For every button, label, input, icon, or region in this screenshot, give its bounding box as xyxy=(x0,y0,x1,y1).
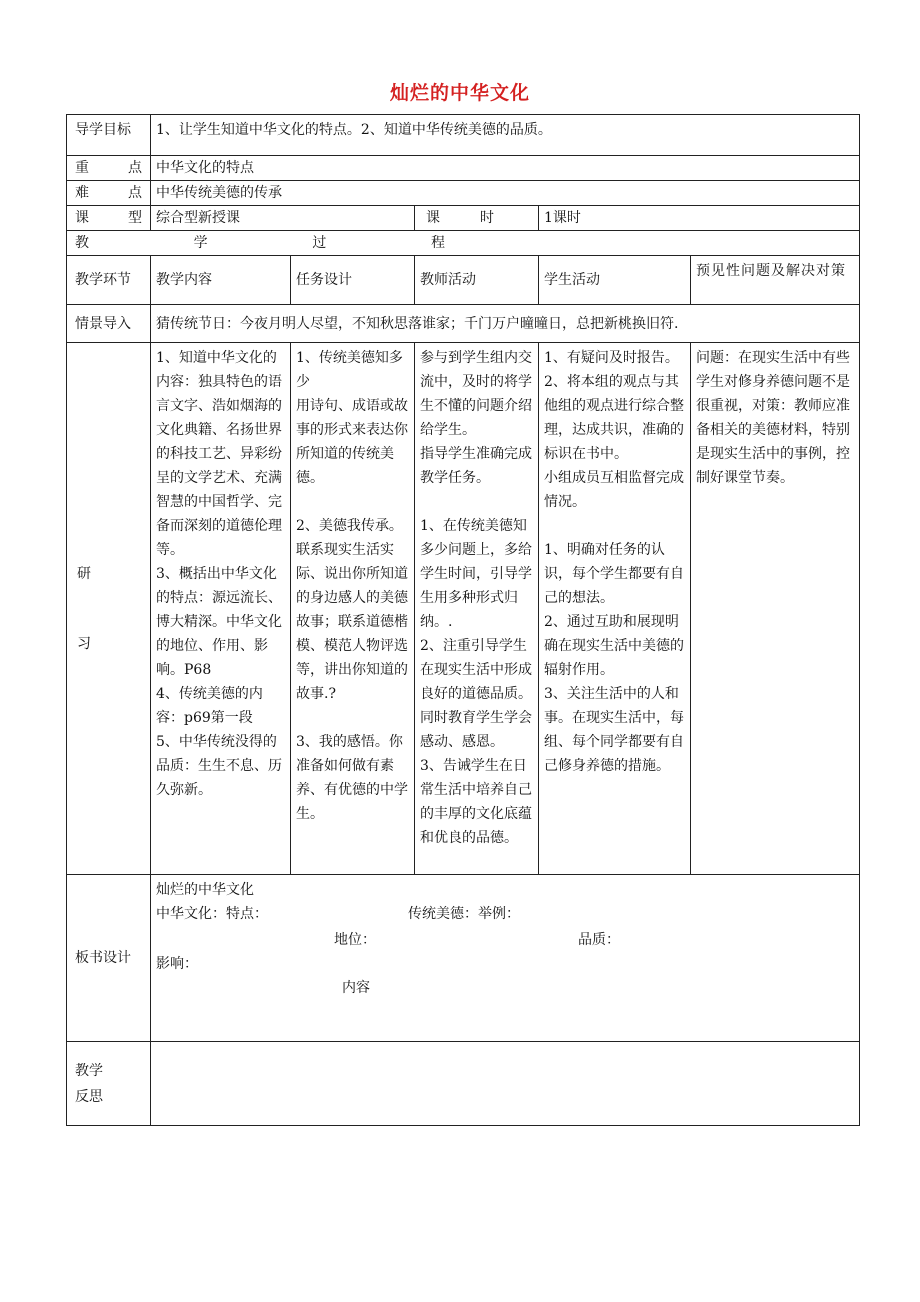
column-header-row xyxy=(67,256,860,305)
intro-row xyxy=(67,305,860,343)
header-task: 任务设计 xyxy=(291,256,415,305)
header-content: 教学内容 xyxy=(151,256,291,305)
header-teacher: 教师活动 xyxy=(415,256,539,305)
header-student: 学生活动 xyxy=(539,256,691,305)
board-line-3: 地位： 品质： xyxy=(334,932,620,948)
process-heading: 教 学 过 程 xyxy=(67,231,860,256)
study-student: 1、有疑问及时报告。 2、将本组的观点与其他组的观点进行综合整 理，达成共识，准确的标识在书中。 小组成员互相监督完成情况。 1、明确对任务的认识，每个学生都要有自己的想法。 2、通过互助和展现明确在现实生活中美德的辐射作用。 3、关注生活中的人和事。在现实生活中，每组、每个同学都要有自己修身养德的措施。 xyxy=(539,343,691,875)
reflection-row xyxy=(67,1042,860,1126)
lesson-type-text: 综合型新授课 xyxy=(151,206,415,231)
goal-row xyxy=(67,115,860,156)
reflection-text xyxy=(151,1042,860,1126)
board-content xyxy=(151,875,860,1042)
intro-text: 猜传统节日：今夜月明人尽望，不知秋思落谁家；千门万户曈曈日，总把新桃换旧符. xyxy=(151,305,860,343)
board-line-2: 中华文化：特点： 传统美德：举例： xyxy=(156,906,520,922)
study-issues: 问题：在现实生活中有些学生对修身养德问题不是很重视，对策：教师应准备相关的美德材料，特别是现实生活中的事例，控制好课堂节奏。 xyxy=(691,343,860,875)
header-issues: 预见性问题及解决对策 xyxy=(691,256,860,305)
lesson-type-row xyxy=(67,206,860,231)
header-stage: 教学环节 xyxy=(67,256,151,305)
process-row xyxy=(67,231,860,256)
key-point-row xyxy=(67,156,860,181)
board-line-5: 内容 xyxy=(342,980,370,996)
board-line-1: 灿烂的中华文化 xyxy=(156,882,254,898)
document-title: 灿烂的中华文化 xyxy=(389,82,530,104)
key-point-text: 中华文化的特点 xyxy=(151,156,860,181)
board-row xyxy=(67,875,860,1042)
lesson-plan-table xyxy=(66,114,860,1126)
study-content: 1、知道中华文化的内容：独具特色的语言文字、浩如烟海的文化典籍、名扬世界的科技工艺、异彩纷呈的文学艺术、充满智慧的中国哲学、完备而深刻的道德伦理等。 3、概括出中华文化的特点：源远流长、博大精深。中华文化的地位、作用、影响。P68 4、传统美德的内容：p69第一段 5、中华传统没得的品质：生生不息、历久弥新。 xyxy=(151,343,291,875)
class-hours-value: 1课时 xyxy=(539,206,860,231)
key-point-label: 重 点 xyxy=(67,156,151,181)
study-row xyxy=(67,343,860,875)
goal-label: 导学目标 xyxy=(67,115,151,156)
reflection-label: 教学 反思 xyxy=(67,1042,151,1126)
board-label: 板书设计 xyxy=(67,875,151,1042)
difficult-point-label: 难 点 xyxy=(67,181,151,206)
difficult-point-row xyxy=(67,181,860,206)
study-task: 1、传统美德知多少 用诗句、成语或故事的形式来表达你所知道的传统美德。 2、美德我传承。联系现实生活实际、说出你所知道的身边感人的美德故事；联系道德楷模、模范人物评选等，讲出你知道的故事.? 3、我的感悟。你准备如何做有素养、有优德的中学生。 xyxy=(291,343,415,875)
class-hours-label: 课 时 xyxy=(415,206,539,231)
study-label: 研 习 xyxy=(67,343,151,875)
study-teacher: 参与到学生组内交流中，及时的将学生不懂的问题介绍给学生。 指导学生准确完成教学任务。 1、在传统美德知多少问题上，多给学生时间，引导学生用多种形式归纳。. 2、注重引导学生在现实生活中形成良好的道德品质。同时教育学生学会感动、感恩。 3、告诫学生在日常生活中培养自己的丰厚的文化底蕴和优良的品德。 xyxy=(415,343,539,875)
difficult-point-text: 中华传统美德的传承 xyxy=(151,181,860,206)
goal-text: 1、让学生知道中华文化的特点。2、知道中华传统美德的品质。 xyxy=(151,115,860,156)
lesson-type-label: 课 型 xyxy=(67,206,151,231)
board-line-4: 影响： xyxy=(156,956,198,972)
intro-label: 情景导入 xyxy=(67,305,151,343)
